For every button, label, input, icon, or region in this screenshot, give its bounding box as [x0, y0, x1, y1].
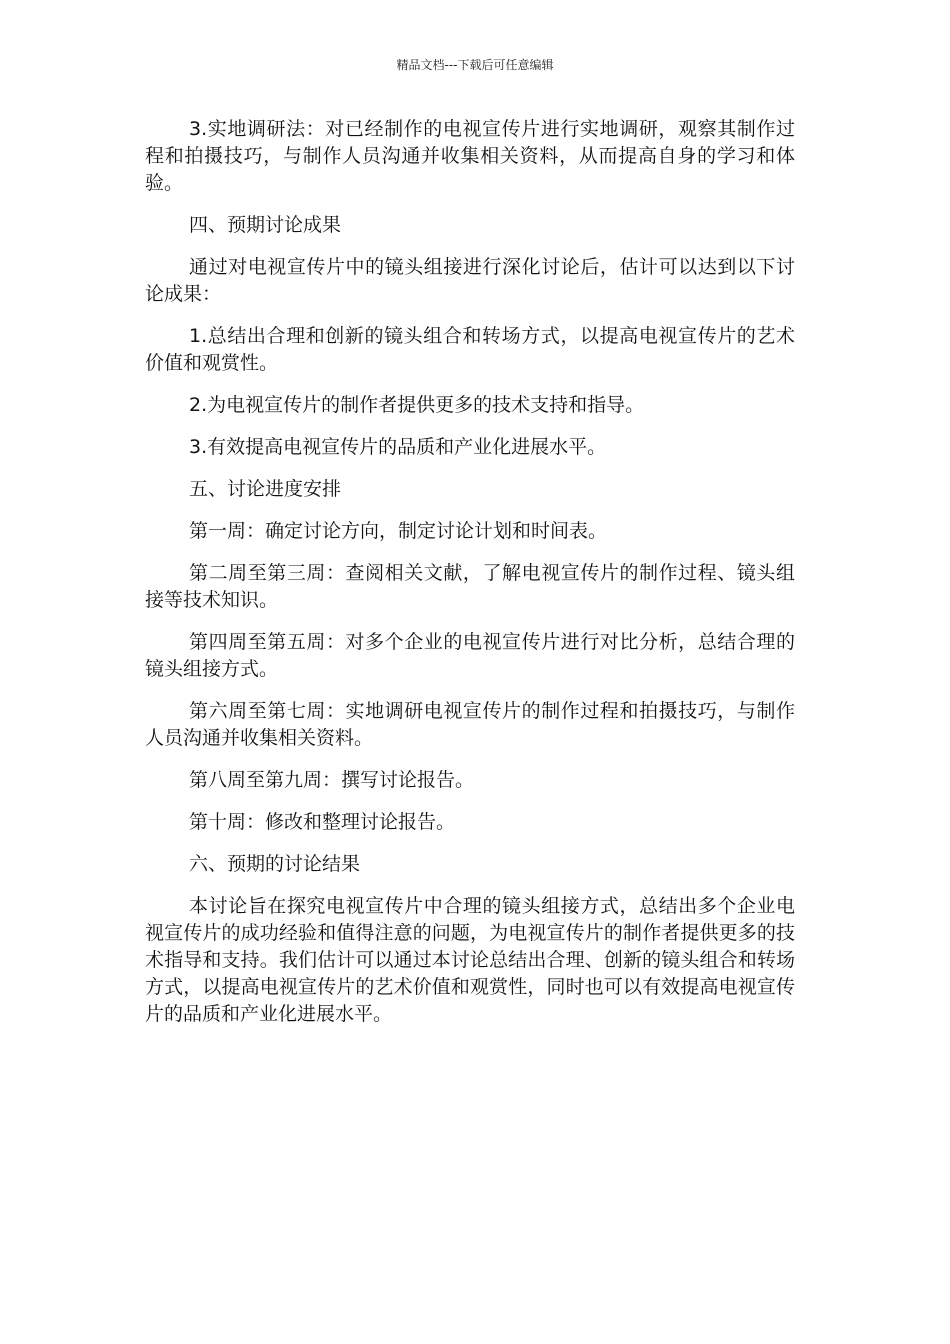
schedule-item-weeks-6-7: 第六周至第七周：实地调研电视宣传片的制作过程和拍摄技巧，与制作人员沟通并收集相关资料。 [145, 700, 795, 749]
paragraph-outcomes-intro: 通过对电视宣传片中的镜头组接进行深化讨论后，估计可以达到以下讨论成果： [145, 256, 795, 305]
schedule-item-weeks-8-9: 第八周至第九周：撰写讨论报告。 [189, 769, 475, 791]
page-header: 精品文档---下载后可任意编辑 [396, 58, 554, 72]
schedule-item-week-1: 第一周：确定讨论方向，制定讨论计划和时间表。 [189, 520, 608, 542]
section-heading-expected-outcomes: 四、预期讨论成果 [189, 214, 342, 236]
list-item-outcome-2: 2.为电视宣传片的制作者提供更多的技术支持和指导。 [189, 394, 645, 416]
schedule-item-week-10: 第十周：修改和整理讨论报告。 [189, 811, 456, 833]
document-body [145, 116, 795, 1043]
paragraph-field-research-method: 3.实地调研法：对已经制作的电视宣传片进行实地调研，观察其制作过程和拍摄技巧，与制作人员沟通并收集相关资料，从而提高自身的学习和体验。 [145, 118, 795, 194]
paragraph-expected-results: 本讨论旨在探究电视宣传片中合理的镜头组接方式，总结出多个企业电视宣传片的成功经验和值得注意的问题，为电视宣传片的制作者提供更多的技术指导和支持。我们估计可以通过本讨论总结出合理、创新的镜头组合和转场方式，以提高电视宣传片的艺术价值和观赏性，同时也可以有效提高电视宣传片的品质和产业化进展水平。 [145, 895, 795, 1025]
section-heading-schedule: 五、讨论进度安排 [189, 478, 342, 500]
list-item-outcome-1: 1.总结出合理和创新的镜头组合和转场方式，以提高电视宣传片的艺术价值和观赏性。 [145, 325, 795, 374]
schedule-item-weeks-2-3: 第二周至第三周：查阅相关文献，了解电视宣传片的制作过程、镜头组接等技术知识。 [145, 562, 795, 611]
list-item-outcome-3: 3.有效提高电视宣传片的品质和产业化进展水平。 [189, 436, 607, 458]
schedule-item-weeks-4-5: 第四周至第五周：对多个企业的电视宣传片进行对比分析，总结合理的镜头组接方式。 [145, 631, 795, 680]
section-heading-expected-results: 六、预期的讨论结果 [189, 853, 361, 875]
